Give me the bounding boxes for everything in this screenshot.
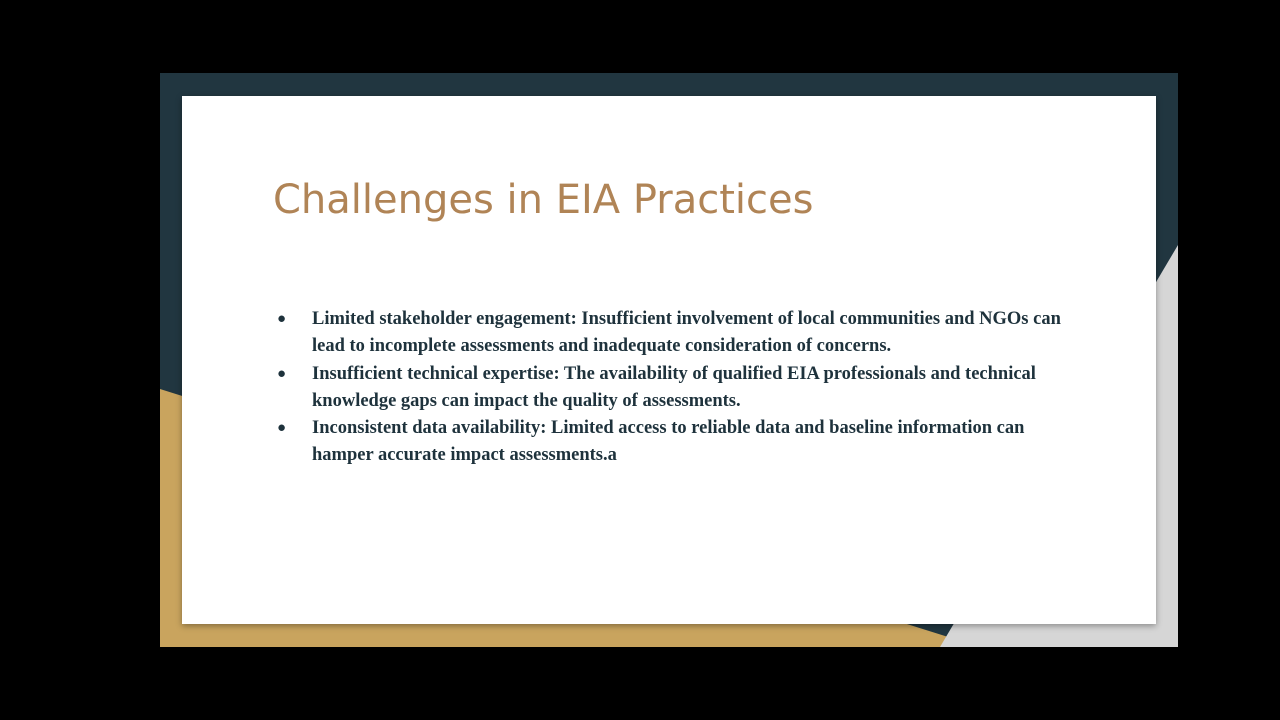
- bullet-item: [277, 361, 1077, 416]
- bullet-item: [277, 306, 1077, 361]
- bullet-marker: ●: [277, 365, 287, 382]
- bullet-text: Limited stakeholder engagement: Insufficient involvement of local communities and NGOs can lead to incomplete assessments and inadequate consideration of concerns.: [312, 309, 1061, 357]
- slide-title: Challenges in EIA Practices: [273, 177, 814, 223]
- slide: [160, 73, 1178, 647]
- slide-content-card: [182, 96, 1156, 624]
- bullet-marker: ●: [277, 311, 287, 327]
- bullet-item: [277, 415, 1077, 470]
- bullet-text: Insufficient technical expertise: The availability of qualified EIA professionals and technical knowledge gaps can impact the quality of assessments.: [312, 363, 1036, 411]
- bullet-list: [277, 306, 1077, 470]
- bullet-text: Inconsistent data availability: Limited access to reliable data and baseline information can hamper accurate impact assessments.a: [312, 418, 1025, 466]
- bullet-marker: ●: [277, 420, 287, 437]
